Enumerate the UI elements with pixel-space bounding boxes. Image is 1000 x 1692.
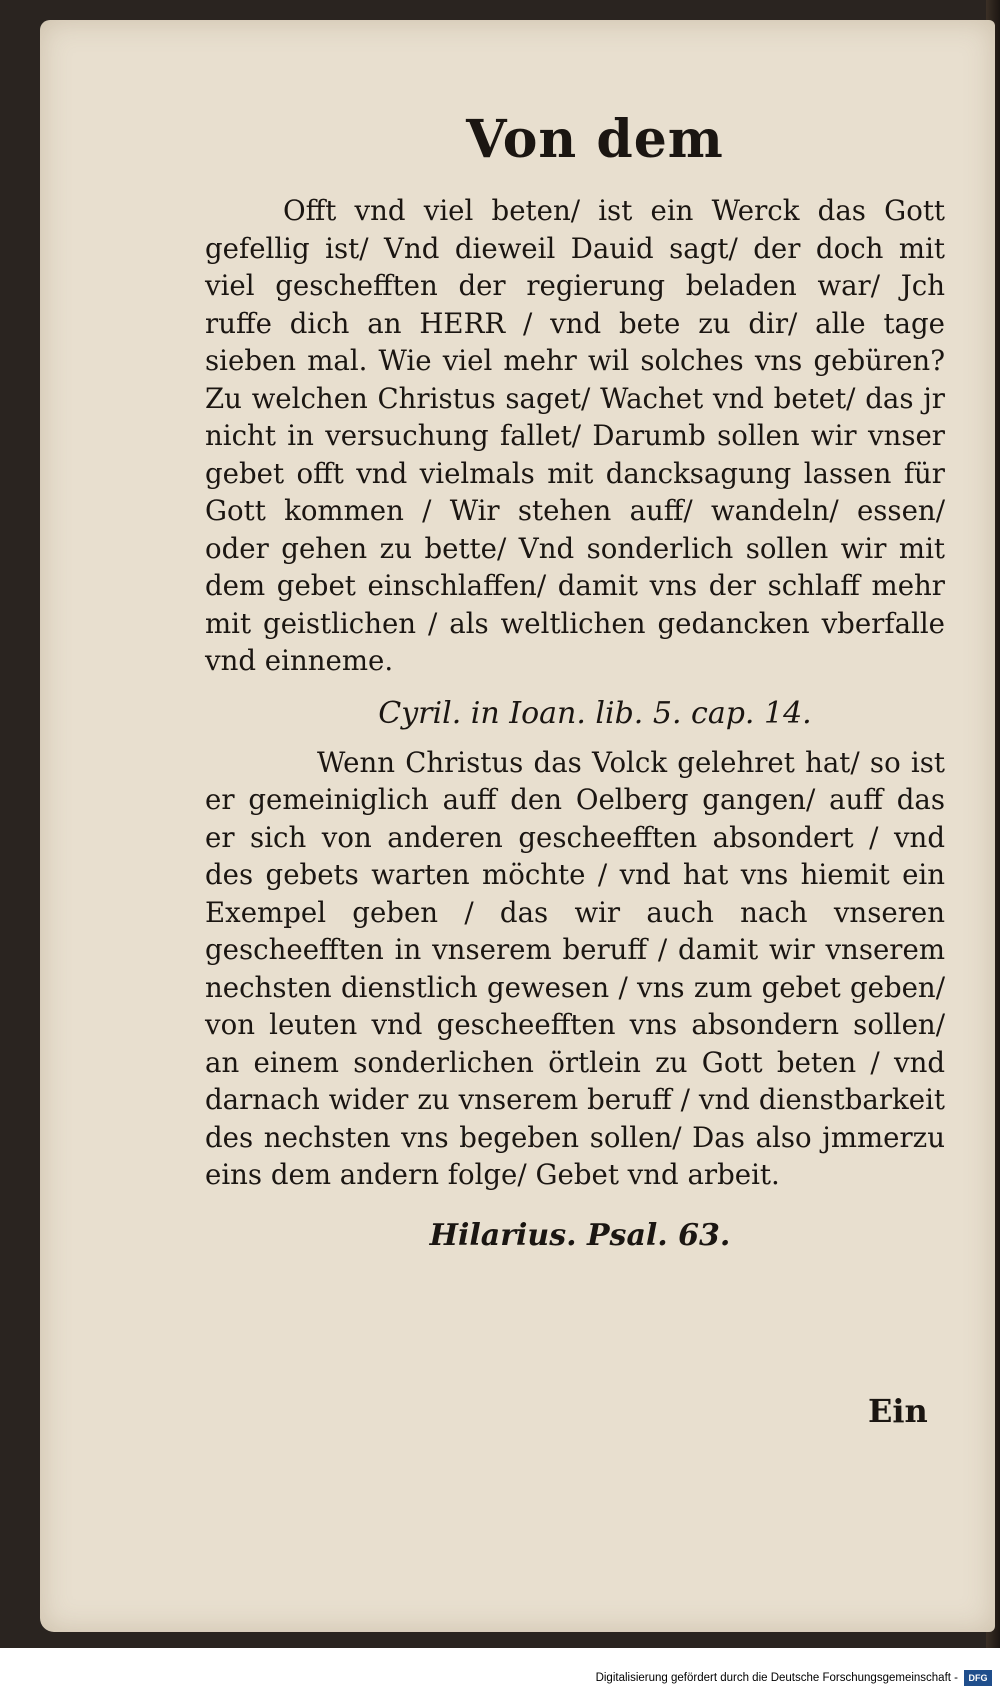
citation-hilarius: Hilarius. Psal. 63. xyxy=(429,1217,731,1253)
paragraph-1: Offt vnd viel beten/ ist ein Werck das Gott gefellig ist/ Vnd dieweil Dauid sagt/ der doch mit viel geschefften der regierung beladen war/ Jch ruffe dich an HERR / vnd bete zu dir/ alle tage sieben mal. Wie viel mehr wil solches vns gebüren? Zu welchen Christus saget/ Wachet vnd betet/ das jr nicht in versuchung fallet/ Darumb sollen wir vnser gebet offt vnd vielmals mit dancksagung lassen für Gott kommen / Wir stehen auff/ wandeln/ essen/ oder gehen zu bette/ Vnd sonderlich sollen wir mit dem gebet einschlaffen/ damit vns der schlaff mehr mit geistlichen / als weltlichen gedancken vberfalle vnd einneme. xyxy=(205,194,945,677)
page-text-block xyxy=(205,110,945,1266)
citation-cyril: Cyril. in Ioan. lib. 5. cap. 14. xyxy=(378,695,812,731)
catchword: Ein xyxy=(868,1392,928,1430)
running-head: Von dem xyxy=(466,109,724,170)
funding-credit: Digitalisierung gefördert durch die Deutsche Forschungsgemeinschaft - xyxy=(595,1672,958,1684)
dfg-logo: DFG xyxy=(964,1670,992,1686)
paragraph-2: Wenn Christus das Volck gelehret hat/ so ist er gemeiniglich auff den Oelberg gangen/ auff das er sich von anderen gescheefften absondert / vnd des gebets warten möchte / vnd hat vns hiemit ein Exempel geben / das wir auch nach vnseren gescheefften in vnserem beruff / damit wir vnserem nechsten dienstlich gewesen / vns zum gebet geben/ von leuten vnd gescheefften vns absondern sollen/ an einem sonderlichen örtlein zu Gott beten / vnd darnach wider zu vnserem beruff / vnd dienstbarkeit des nechsten vns begeben sollen/ Das also jmmerzu eins dem andern folge/ Gebet vnd arbeit. xyxy=(205,745,945,1191)
footer-bar xyxy=(0,1648,1000,1692)
